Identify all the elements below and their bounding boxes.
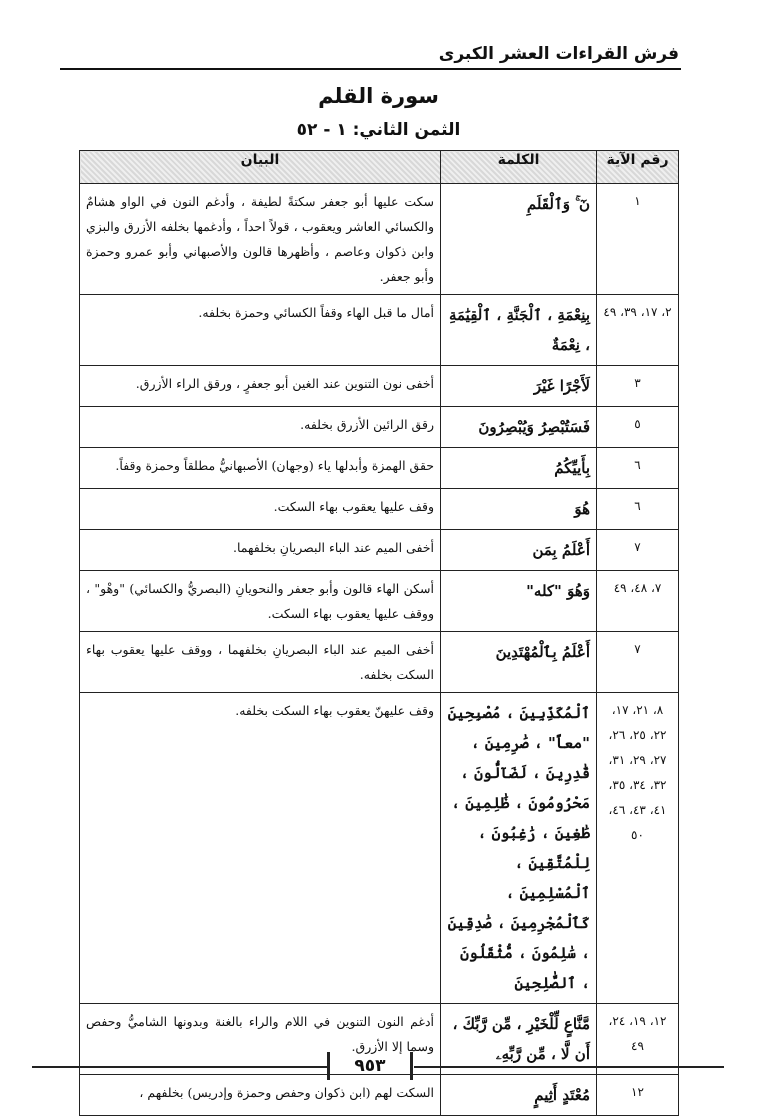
ayah-number: ٨، ٢١، ١٧، ٢٢، ٢٥، ٢٦، ٢٧، ٢٩، ٣١، ٣٢، ٣٤، ٣٥، ٤١، ٤٣، ٤٦، ٥٠ — [597, 693, 679, 1004]
quran-word: مُعْتَدٍ أَثِيمٍ — [441, 1075, 597, 1116]
explanation: السكت لهم (ابن ذكوان وحفص وحمزة وإدريس) بخلفهم ، — [80, 1075, 441, 1116]
explanation: أسكن الهاء قالون وأبو جعفر والنحويانِ (البصريُّ والكسائي) "وهْو" ، ووقف عليها يعقوب بهاء السكت. — [80, 571, 441, 632]
quran-word: فَسَتُبْصِرُ وَيُبْصِرُونَ — [441, 407, 597, 448]
quran-word: وَهُوَ "كله" — [441, 571, 597, 632]
quran-word: مَّنَّاعٍ لِّلْخَيْرِ ، مِّن رَّبِّكَ ، أَن لَّا ، مِّن رَّبِّهِۦ — [441, 1004, 597, 1075]
qiraat-table — [79, 150, 679, 1116]
footer-rule-right — [414, 1066, 724, 1068]
section-title: الثمن الثاني: ١ - ٥٢ — [296, 120, 461, 140]
surah-title: سورة القلم — [318, 84, 439, 108]
table-row — [80, 366, 679, 407]
ayah-number: ٢، ١٧، ٣٩، ٤٩ — [597, 295, 679, 366]
ayah-number: ٧، ٤٨، ٤٩ — [597, 571, 679, 632]
header-ayah-number: رقم الآية — [597, 151, 679, 184]
explanation: حقق الهمزة وأبدلها ياء (وجهان) الأصبهانيُّ مطلقاً وحمزة وقفاً. — [80, 448, 441, 489]
table-row — [80, 571, 679, 632]
quran-word: أَعْلَمُ بِمَن — [441, 530, 597, 571]
table-header-row — [80, 151, 679, 184]
explanation: أخفى نون التنوين عند الغين أبو جعفرٍ ، ورقق الراء الأزرق. — [80, 366, 441, 407]
ayah-number: ٥ — [597, 407, 679, 448]
table-row — [80, 530, 679, 571]
explanation: أدغم النون التنوين في اللام والراء بالغنة وبدونها الشاميُّ وحفص وسما إلا الأزرق. — [80, 1004, 441, 1075]
explanation: وقف عليهنّ يعقوب بهاء السكت بخلفه. — [80, 693, 441, 1004]
quran-word: نٓ ۚ وَٱلْقَلَمِ — [441, 184, 597, 295]
footer-rule-left — [32, 1066, 328, 1068]
explanation: رقق الرائين الأزرق بخلفه. — [80, 407, 441, 448]
ayah-number: ١٢، ١٩، ٢٤، ٤٩ — [597, 1004, 679, 1075]
ayah-number: ٣ — [597, 366, 679, 407]
page-number: ٩٥٣ — [354, 1056, 386, 1076]
quran-word: لَأَجْرًا غَيْرَ — [441, 366, 597, 407]
table-row — [80, 407, 679, 448]
table-row — [80, 1075, 679, 1116]
table-row — [80, 489, 679, 530]
table-row — [80, 693, 679, 1004]
explanation: وقف عليها يعقوب بهاء السكت. — [80, 489, 441, 530]
explanation: أخفى الميم عند الباء البصريانِ بخلفهما. — [80, 530, 441, 571]
table-row — [80, 295, 679, 366]
explanation: أخفى الميم عند الباء البصريانِ بخلفهما ، ووقف عليها يعقوب بهاء السكت بخلفه. — [80, 632, 441, 693]
header-explanation: البيان — [80, 151, 441, 184]
quran-word: أَعْلَمُ بِٱلْمُهْتَدِينَ — [441, 632, 597, 693]
table-row — [80, 632, 679, 693]
table-row — [80, 448, 679, 489]
table-row — [80, 184, 679, 295]
ayah-number: ٦ — [597, 489, 679, 530]
header-title: فرش القراءات العشر الكبرى — [438, 44, 679, 64]
explanation: سكت عليها أبو جعفر سكتةً لطيفة ، وأدغم النون في الواو هشامٌ والكسائي العاشر ويعقوب ، قولاً احداً ، وأدغمها بخلفه الأزرق والبزي وابن ذكوان وعاصم ، وأظهرها قالون والأصبهاني وأبو عمرو وحمزة وأبو جعفر. — [80, 184, 441, 295]
quran-word: بِأَييِّكُمُ — [441, 448, 597, 489]
quran-word: بِنِعْمَةِ ، ٱلْجَنَّةِ ، ٱلْقِيَٰمَةِ ، نِعْمَةٌ — [441, 295, 597, 366]
ayah-number: ٧ — [597, 530, 679, 571]
explanation: أمال ما قبل الهاء وقفاً الكسائي وحمزة بخلفه. — [80, 295, 441, 366]
footer-bar-right — [410, 1052, 413, 1080]
quran-word: هُوَ — [441, 489, 597, 530]
header-rule — [60, 68, 681, 70]
ayah-number: ١٢ — [597, 1075, 679, 1116]
ayah-number: ٦ — [597, 448, 679, 489]
quran-word: ٱلْمُكَذِّبِينَ ، مُصْبِحِينَ "معاً" ، صَٰرِمِينَ ، قَٰدِرِينَ ، لَضَآلُّونَ ، مَحْرُومُونَ ، ظَٰلِمِينَ ، طَٰغِينَ ، رَٰغِبُونَ ، لِلْمُتَّقِينَ ، ٱلْمُسْلِمِينَ ، كَٱلْمُجْرِمِينَ ، صَٰدِقِينَ ، سَٰلِمُونَ ، مُّثْقَلُونَ ، ٱلصَّٰلِحِينَ — [441, 693, 597, 1004]
ayah-number: ٧ — [597, 632, 679, 693]
ayah-number: ١ — [597, 184, 679, 295]
header-word: الكلمة — [441, 151, 597, 184]
